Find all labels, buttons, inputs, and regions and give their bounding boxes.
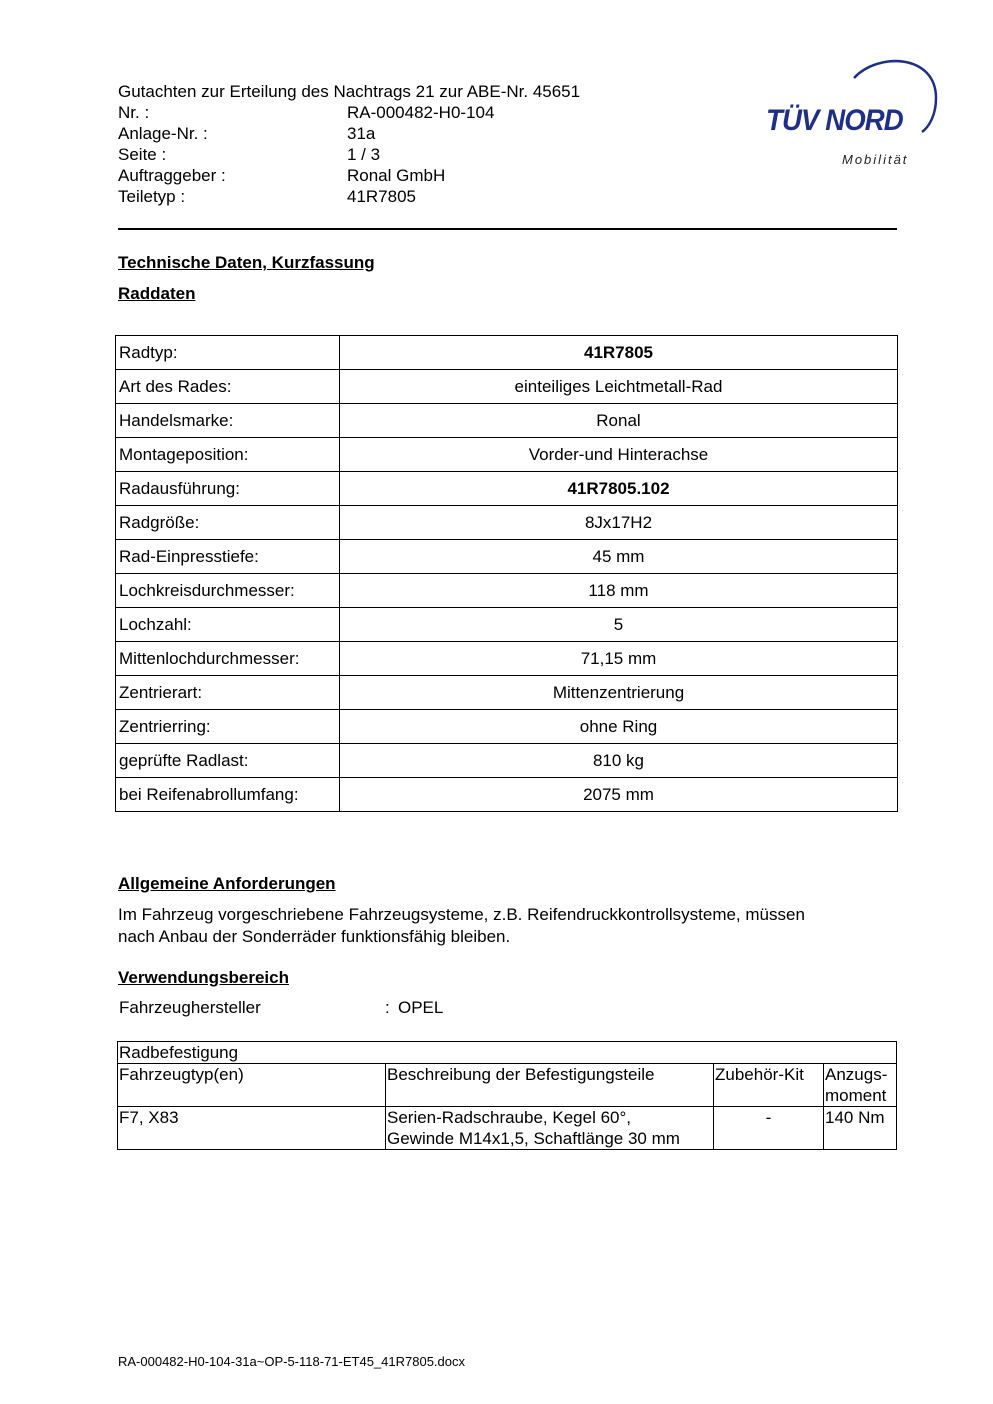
row-label: bei Reifenabrollumfang: — [116, 778, 340, 812]
row-value: einteiliges Leichtmetall-Rad — [340, 370, 898, 404]
header-vehicle-types: Fahrzeugtyp(en) — [118, 1064, 386, 1107]
general-text-line-1: Im Fahrzeug vorgeschriebene Fahrzeugsysteme, z.B. Reifendruckkontrollsysteme, müssen — [118, 905, 805, 924]
row-label: Radausführung: — [116, 472, 340, 506]
row-label: Rad-Einpresstiefe: — [116, 540, 340, 574]
table-row — [116, 744, 898, 778]
row-label: Zentrierart: — [116, 676, 340, 710]
header-label: Seite : — [118, 145, 167, 164]
row-value: ohne Ring — [340, 710, 898, 744]
row-value: Mittenzentrierung — [340, 676, 898, 710]
header-value: Ronal GmbH — [347, 166, 446, 185]
section-wheel-data: Raddaten — [118, 284, 196, 303]
header-torque-line-2: moment — [825, 1086, 887, 1105]
header-value: RA-000482-H0-104 — [347, 103, 495, 122]
row-value: 2075 mm — [340, 778, 898, 812]
row-label: Radtyp: — [116, 336, 340, 370]
header-accessory-kit: Zubehör-Kit — [714, 1064, 824, 1107]
mounting-caption: Radbefestigung — [118, 1042, 897, 1064]
header-divider — [118, 228, 897, 230]
table-row — [118, 1107, 897, 1150]
table-row — [116, 642, 898, 676]
row-label: Zentrierring: — [116, 710, 340, 744]
logo-subtitle: Mobilität — [842, 152, 909, 167]
header-torque-line-1: Anzugs- — [825, 1065, 888, 1084]
table-row — [116, 778, 898, 812]
manufacturer-label: Fahrzeughersteller — [119, 998, 261, 1017]
row-label: Mittenlochdurchmesser: — [116, 642, 340, 676]
table-row — [116, 336, 898, 370]
row-value: 5 — [340, 608, 898, 642]
table-row — [116, 370, 898, 404]
table-row — [116, 574, 898, 608]
table-row — [116, 472, 898, 506]
row-value: 118 mm — [340, 574, 898, 608]
header-value: 41R7805 — [347, 187, 417, 206]
row-label: geprüfte Radlast: — [116, 744, 340, 778]
manufacturer-separator: : — [385, 998, 390, 1017]
row-value: 41R7805.102 — [340, 472, 898, 506]
row-value: Vorder-und Hinterachse — [340, 438, 898, 472]
header-label: Nr. : — [118, 103, 150, 122]
row-value: 45 mm — [340, 540, 898, 574]
row-value: 8Jx17H2 — [340, 506, 898, 540]
section-technical-data: Technische Daten, Kurzfassung — [118, 253, 375, 272]
row-value: 810 kg — [340, 744, 898, 778]
header-label: Teiletyp : — [118, 187, 186, 206]
row-value: 71,15 mm — [340, 642, 898, 676]
row-value: 41R7805 — [340, 336, 898, 370]
header-description: Beschreibung der Befestigungsteile — [386, 1064, 714, 1107]
description-line-2: Gewinde M14x1,5, Schaftlänge 30 mm — [387, 1129, 680, 1148]
table-row — [118, 1064, 897, 1107]
tuv-logo: TÜV NORD — [766, 104, 903, 137]
cell-torque: 140 Nm — [824, 1107, 897, 1150]
row-label: Lochkreisdurchmesser: — [116, 574, 340, 608]
row-label: Art des Rades: — [116, 370, 340, 404]
table-row — [116, 608, 898, 642]
header-value: 31a — [347, 124, 376, 143]
header-value: 1 / 3 — [347, 145, 381, 164]
header-torque — [824, 1064, 897, 1107]
row-label: Handelsmarke: — [116, 404, 340, 438]
row-label: Montageposition: — [116, 438, 340, 472]
cell-vehicle-types: F7, X83 — [118, 1107, 386, 1150]
table-row — [116, 676, 898, 710]
table-row — [116, 710, 898, 744]
cell-description — [386, 1107, 714, 1150]
section-usage: Verwendungsbereich — [118, 968, 289, 987]
table-row — [116, 506, 898, 540]
row-label: Lochzahl: — [116, 608, 340, 642]
wheel-data-table — [115, 335, 898, 812]
table-row — [116, 404, 898, 438]
description-line-1: Serien-Radschraube, Kegel 60°, — [387, 1108, 632, 1127]
header-label: Anlage-Nr. : — [118, 124, 208, 143]
footer-filename: RA-000482-H0-104-31a~OP-5-118-71-ET45_41R7805.docx — [118, 1354, 466, 1369]
document-title: Gutachten zur Erteilung des Nachtrags 21 zur ABE-Nr. 45651 — [118, 82, 581, 101]
header-label: Auftraggeber : — [118, 166, 226, 185]
table-row — [116, 540, 898, 574]
section-general-requirements: Allgemeine Anforderungen — [118, 874, 336, 893]
row-label: Radgröße: — [116, 506, 340, 540]
general-text-line-2: nach Anbau der Sonderräder funktionsfähig bleiben. — [118, 927, 511, 946]
mounting-table — [117, 1041, 897, 1150]
table-row — [118, 1042, 897, 1064]
manufacturer-value: OPEL — [398, 998, 444, 1017]
cell-accessory-kit: - — [714, 1107, 824, 1150]
row-value: Ronal — [340, 404, 898, 438]
table-row — [116, 438, 898, 472]
